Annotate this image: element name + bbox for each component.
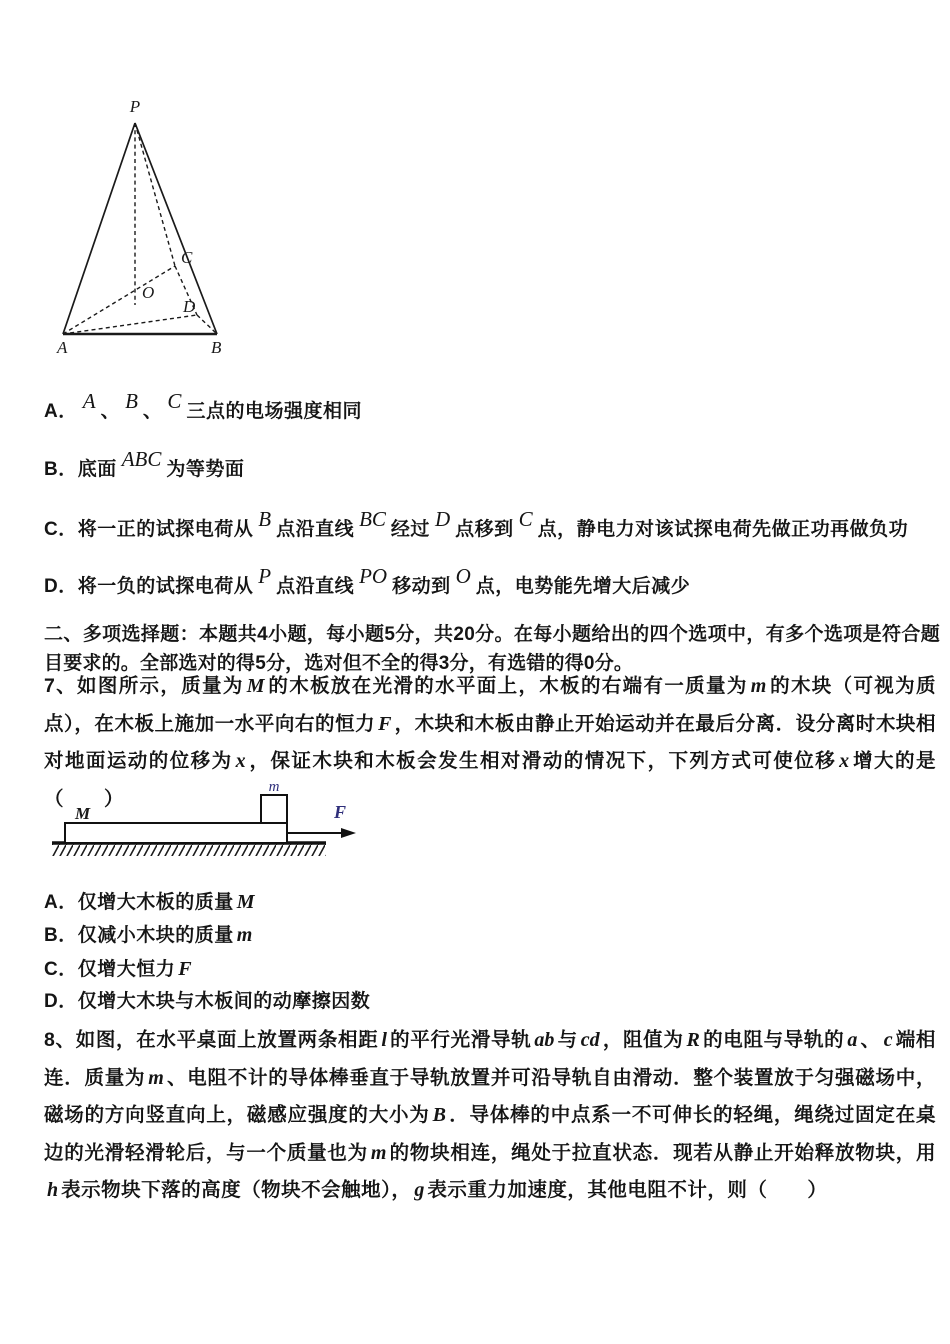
text-run: D．仅增大木块与木板间的动摩擦因数 (44, 991, 371, 1012)
force-label: F (333, 802, 347, 822)
text-run: ，保证木块和木板会发生相对滑动的情况下，下列方式可使位移 (248, 750, 837, 772)
text-run: 的电阻与导轨的 (702, 1029, 845, 1051)
math-var: P (258, 564, 272, 588)
math-var: m (370, 1141, 387, 1164)
math-var: cd (580, 1029, 600, 1051)
q6-option-b (44, 447, 245, 483)
text-run: 为等势面 (166, 459, 245, 480)
ground-hatching (52, 843, 326, 856)
pyramid-label-c: C (181, 248, 193, 267)
math-var: ab (534, 1029, 555, 1051)
text-run: 、 (142, 401, 163, 422)
math-var: R (686, 1029, 700, 1051)
board-rect (65, 823, 287, 843)
force-arrow-head (341, 828, 356, 838)
math-var: M (236, 891, 255, 913)
math-var: a (847, 1029, 858, 1051)
math-var: c (883, 1029, 893, 1051)
math-var: C (167, 389, 182, 413)
text-run: 三点的电场强度相同 (186, 401, 362, 422)
text-run: 表示重力加速度，其他电阻不计，则（ ） (427, 1179, 828, 1201)
math-var: BC (359, 507, 386, 531)
math-var: B (432, 1104, 446, 1126)
text-run: 点沿直线 (276, 576, 355, 597)
text-run: 增大的是（ ） (44, 750, 936, 810)
math-var: g (414, 1179, 425, 1201)
board-block-figure (45, 780, 367, 874)
q6-option-d (44, 564, 691, 600)
text-run: 点，静电力对该试探电荷先做正功再做负功 (537, 519, 909, 540)
text-run: 移动到 (392, 576, 451, 597)
text-run: 表示物块下落的高度（物块不会触地）， (61, 1179, 412, 1201)
math-var: O (455, 564, 471, 588)
pyramid-label-p: P (129, 97, 141, 116)
text-run: A．仅增大木板的质量 (44, 892, 234, 913)
block-rect (261, 795, 287, 823)
q6-option-c (44, 507, 909, 543)
math-var: h (47, 1179, 59, 1201)
text-run: 的木块（可视为质点），在木板上施加一水平向右的恒力 (44, 675, 936, 735)
text-run: C．仅增大恒力 (44, 959, 176, 980)
text-run: 与 (557, 1029, 578, 1051)
math-var: C (518, 507, 533, 531)
text-run: 7、如图所示，质量为 (44, 675, 244, 697)
pyramid-label-o: O (142, 283, 155, 302)
text-run: 点移到 (455, 519, 514, 540)
text-run: 、 (860, 1029, 881, 1051)
board-mass-label: M (75, 804, 91, 823)
text-run: A． (44, 401, 78, 422)
pyramid-label-d: D (183, 297, 196, 316)
text-run: ，木块和木板由静止开始运动并在最后分离．设分离时木块相对地面运动的位移为 (44, 712, 936, 772)
math-var: x (839, 750, 850, 772)
text-run: ．导体棒的中点系一不可伸长的轻绳，绳绕过固定在桌边的光滑轻滑轮后，与一个质量也为 (44, 1104, 936, 1164)
text-run: B．底面 (44, 459, 117, 480)
text-run: 端相连．质量为 (44, 1029, 936, 1089)
pyramid-label-b: B (211, 338, 222, 357)
q7-option-d (44, 989, 370, 1015)
text-run: 的物块相连，绳处于拉直状态．现若从静止开始释放物块，用 (389, 1141, 936, 1164)
text-run: 经过 (390, 519, 430, 540)
math-var: D (434, 507, 451, 531)
math-var: l (381, 1029, 387, 1051)
q7-option-b (44, 922, 255, 949)
pyramid-figure (48, 96, 234, 358)
math-var: m (148, 1066, 164, 1089)
math-var: m (236, 924, 253, 946)
math-var: F (378, 712, 392, 735)
q6-option-a (44, 389, 362, 425)
text-run: 点沿直线 (276, 519, 355, 540)
math-var: B (125, 389, 138, 413)
section-2-header: 二、多项选择题：本题共4小题，每小题5分，共20分。在每小题给出的四个选项中，有多个选项是符合题目要求的。全部选对的得5分，选对但不全的得3分，有选错的得0分。 (44, 624, 940, 674)
q7-option-a (44, 889, 258, 916)
text-run: 8、如图，在水平桌面上放置两条相距 (44, 1029, 379, 1051)
math-var: x (235, 750, 246, 772)
math-var: B (258, 507, 272, 531)
pyramid-label-a: A (57, 338, 68, 357)
math-var: ABC (121, 447, 162, 471)
math-var: PO (359, 564, 388, 588)
text-run: ，阻值为 (602, 1029, 684, 1051)
question-8-stem (44, 1022, 936, 1210)
math-var: m (750, 675, 767, 697)
text-run: 、 (100, 401, 121, 422)
block-mass-label: m (268, 780, 280, 795)
math-var: F (178, 958, 192, 980)
text-run: B．仅减小木块的质量 (44, 925, 234, 946)
math-var: M (246, 675, 265, 697)
text-run: 点，电势能先增大后减少 (475, 576, 691, 597)
text-run: D．将一负的试探电荷从 (44, 576, 254, 597)
q7-option-c (44, 956, 195, 983)
text-run: C．将一正的试探电荷从 (44, 519, 254, 540)
text-run: 的木板放在光滑的水平面上，木板的右端有一质量为 (267, 675, 748, 697)
text-run: 的平行光滑导轨 (389, 1029, 532, 1051)
math-var: A (82, 389, 96, 413)
text-run: 、电阻不计的导体棒垂直于导轨放置并可沿导轨自由滑动．整个装置放于匀强磁场中，磁场的方向竖直向上，磁感应强度的大小为 (44, 1066, 936, 1126)
